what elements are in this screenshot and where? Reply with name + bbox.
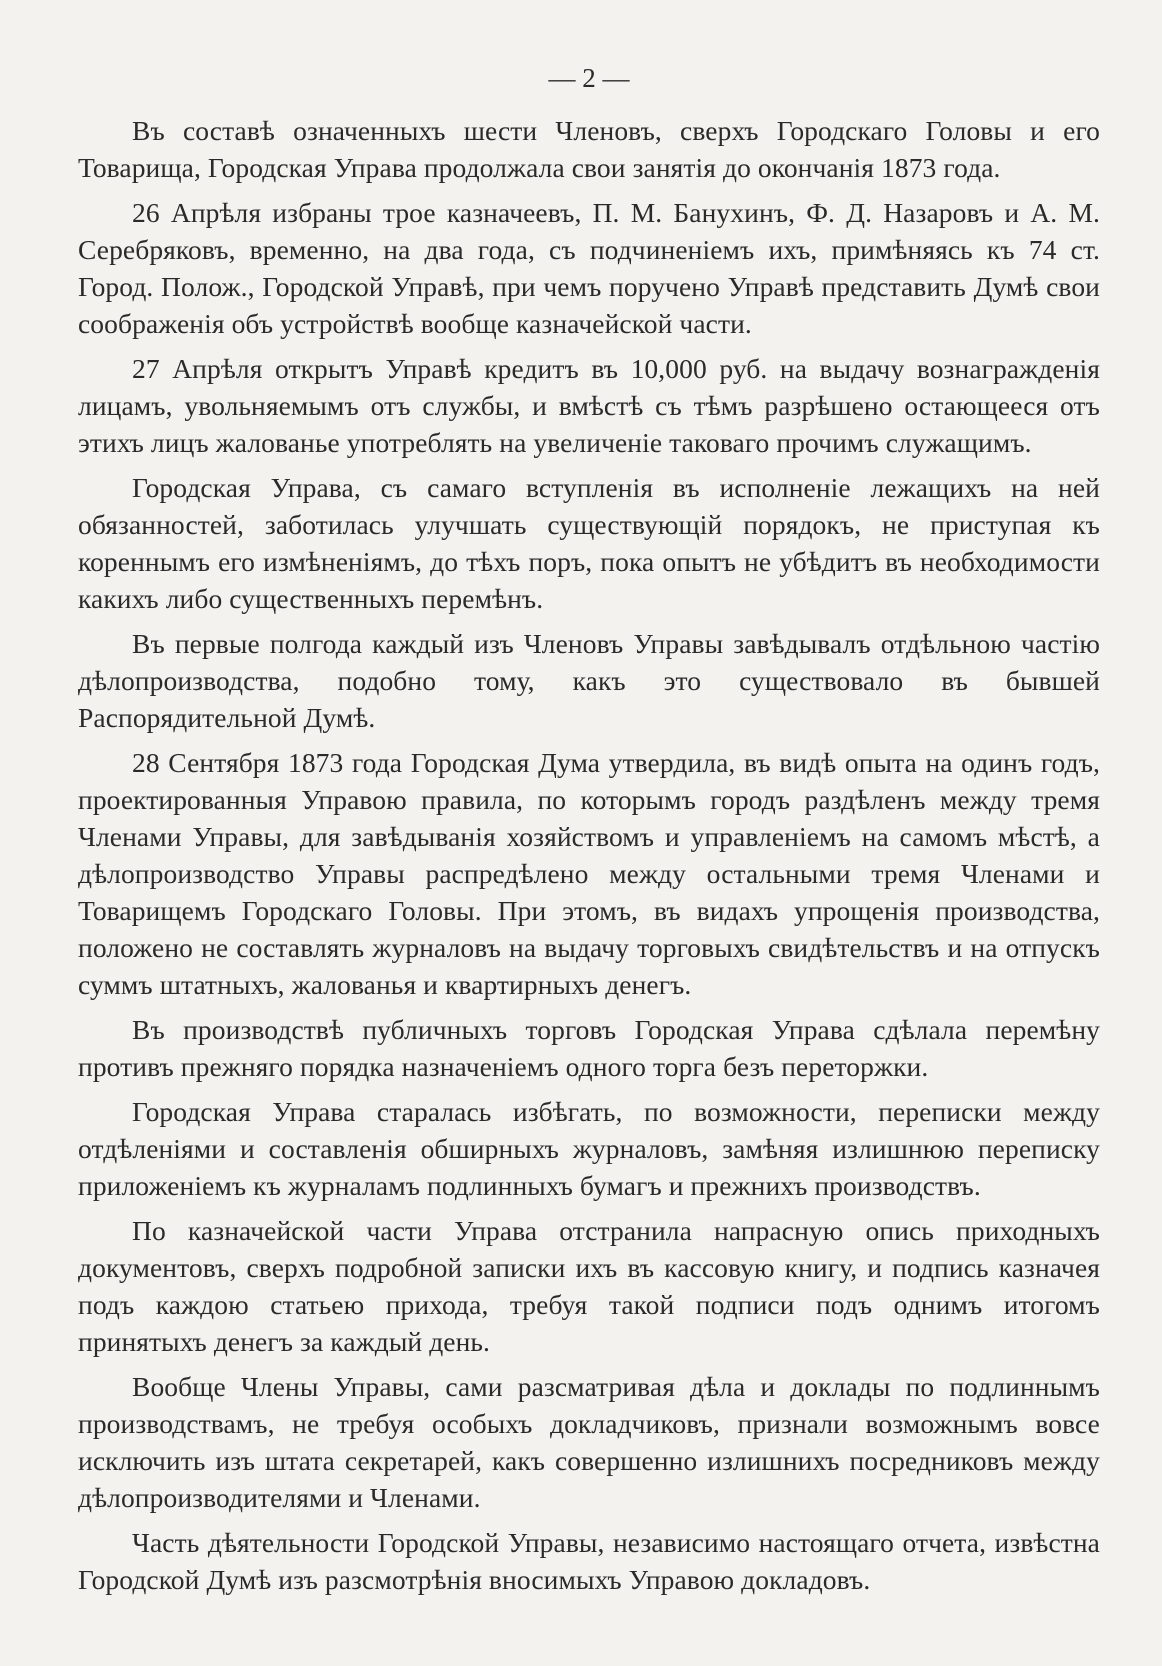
paragraph: 28 Сентября 1873 года Городская Дума утвердила, въ видѣ опыта на одинъ годъ, проектированныя Управою правила, по которымъ городъ раздѣленъ между тремя Членами Управы, для завѣдыванія хозяйствомъ и управленіемъ на самомъ мѣстѣ, а дѣлопроизводство Управы распредѣлено между остальными тремя Членами и Товарищемъ Городскаго Головы. При этомъ, въ видахъ упрощенія производства, положено не составлять журналовъ на выдачу торговыхъ свидѣтельствъ и на отпускъ суммъ штатныхъ, жалованья и квартирныхъ денегъ. (78, 747, 1100, 1000)
paragraph: Вообще Члены Управы, сами разсматривая дѣла и доклады по подлиннымъ производствамъ, не требуя особыхъ докладчиковъ, признали возможнымъ вовсе исключить изъ штата секретарей, какъ совершенно излишнихъ посредниковъ между дѣлопроизводителями и Членами. (78, 1371, 1100, 1513)
paragraph: Часть дѣятельности Городской Управы, независимо настоящаго отчета, извѣстна Городской Думѣ изъ разсмотрѣнія вносимыхъ Управою докладовъ. (78, 1527, 1100, 1595)
paragraph: Въ составѣ означенныхъ шести Членовъ, сверхъ Городскаго Головы и его Товарища, Городская Управа продолжала свои занятія до окончанія 1873 года. (78, 115, 1100, 183)
page-number: — 2 — (548, 63, 630, 93)
paragraph: Въ первые полгода каждый изъ Членовъ Управы завѣдывалъ отдѣльною частію дѣлопроизводства, подобно тому, какъ это существовало въ бывшей Распорядительной Думѣ. (78, 628, 1100, 733)
paragraph: Городская Управа, съ самаго вступленія въ исполненіе лежащихъ на ней обязанностей, заботилась улучшать существующій порядокъ, не приступая къ кореннымъ его измѣненіямъ, до тѣхъ поръ, пока опытъ не убѣдитъ въ необходимости какихъ либо существенныхъ перемѣнъ. (78, 472, 1100, 614)
paragraph: 26 Апрѣля избраны трое казначеевъ, П. М. Банухинъ, Ф. Д. Назаровъ и А. М. Серебряковъ, временно, на два года, съ подчиненіемъ ихъ, примѣняясь къ 74 ст. Город. Полож., Городской Управѣ, при чемъ поручено Управѣ представить Думѣ свои соображенія объ устройствѣ вообще казначейской части. (78, 197, 1100, 339)
paragraph: По казначейской части Управа отстранила напрасную опись приходныхъ документовъ, сверхъ подробной записки ихъ въ кассовую книгу, и подпись казначея подъ каждою статьею прихода, требуя такой подписи подъ однимъ итогомъ принятыхъ денегъ за каждый день. (78, 1215, 1100, 1357)
paragraph: Городская Управа старалась избѣгать, по возможности, переписки между отдѣленіями и составленія обширныхъ журналовъ, замѣняя излишнюю переписку приложеніемъ къ журналамъ подлинныхъ бумагъ и прежнихъ производствъ. (78, 1096, 1100, 1201)
paragraph: Въ производствѣ публичныхъ торговъ Городская Управа сдѣлала перемѣну противъ прежняго порядка назначеніемъ одного торга безъ переторжки. (78, 1014, 1100, 1082)
paragraph: 27 Апрѣля открытъ Управѣ кредитъ въ 10,000 руб. на выдачу вознагражденія лицамъ, увольняемымъ отъ службы, и вмѣстѣ съ тѣмъ разрѣшено остающееся отъ этихъ лицъ жалованье употреблять на увеличеніе таковаго прочимъ служащимъ. (78, 353, 1100, 458)
